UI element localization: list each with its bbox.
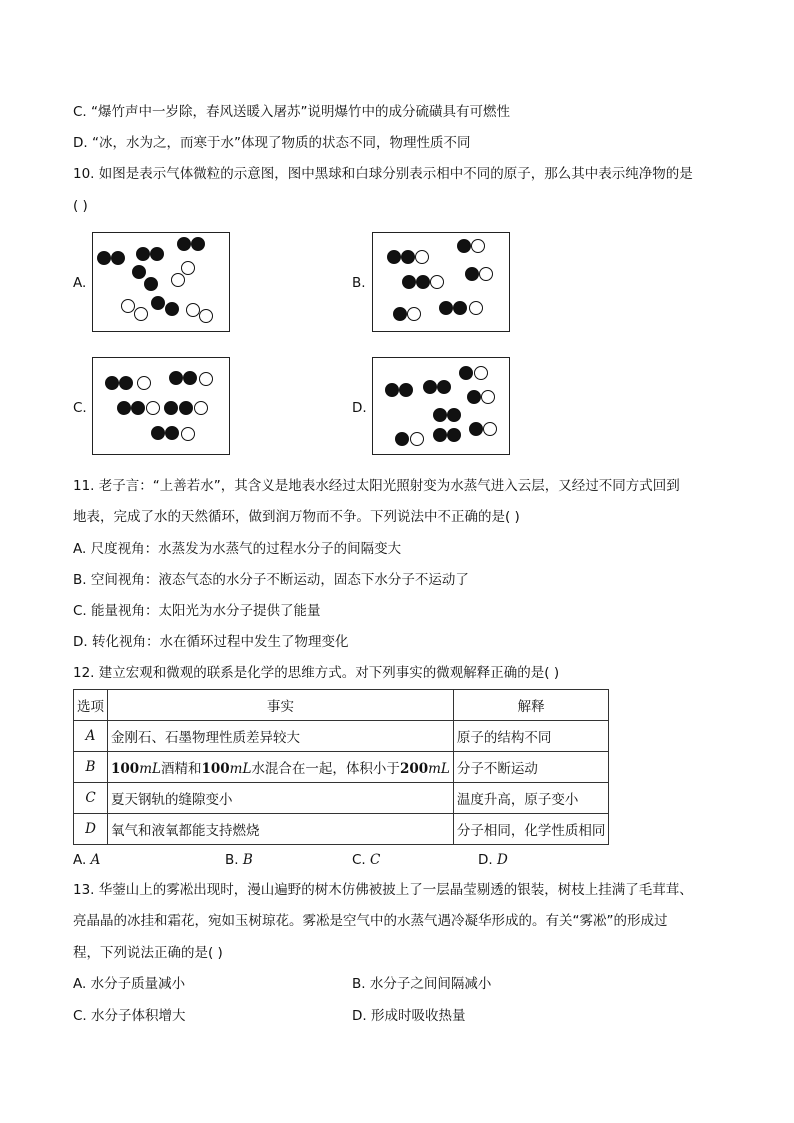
q10-label-d: D. [352, 400, 367, 416]
black-ball [399, 383, 413, 397]
black-ball [459, 366, 473, 380]
white-ball [410, 432, 424, 446]
white-ball [469, 301, 483, 315]
black-ball [467, 390, 481, 404]
row-option: A [74, 721, 108, 752]
row-explanation: 温度升高，原子变小 [453, 783, 609, 814]
black-ball [433, 408, 447, 422]
black-ball [401, 250, 415, 264]
question-12-stem: 12. 建立宏观和微观的联系是化学的思维方式。对下列事实的微观解释正确的是( ) [73, 665, 560, 681]
q10-label-b: B. [352, 275, 366, 291]
question-13-stem-1: 13. 华蓥山上的雾凇出现时，漫山遍野的树木仿佛被披上了一层晶莹剔透的银装，树枝上挂满了毛茸茸、 [73, 882, 693, 898]
fact-number: 100 [201, 761, 230, 777]
q12-facts-table [73, 689, 609, 845]
white-ball [471, 239, 485, 253]
row-fact: 夏天钢轨的缝隙变小 [108, 783, 454, 814]
black-ball [111, 251, 125, 265]
row-fact: 金刚石、石墨物理性质差异较大 [108, 721, 454, 752]
fact-text: 水混合在一起，体积小于 [251, 761, 400, 777]
q10-figure-b [372, 232, 510, 332]
black-ball [457, 239, 471, 253]
black-ball [395, 432, 409, 446]
white-ball [181, 261, 195, 275]
black-ball [169, 371, 183, 385]
black-ball [151, 426, 165, 440]
header-fact: 事实 [108, 690, 454, 721]
black-ball [144, 277, 158, 291]
q10-figure-a [92, 232, 230, 332]
white-ball [407, 307, 421, 321]
header-option: 选项 [74, 690, 108, 721]
black-ball [416, 275, 430, 289]
option-letter: D [496, 852, 508, 868]
fact-unit: mL [428, 761, 450, 777]
question-13-stem-3: 程，下列说法正确的是( ) [73, 945, 223, 961]
black-ball [132, 265, 146, 279]
white-ball [134, 307, 148, 321]
option-prefix: C. [352, 852, 366, 868]
white-ball [479, 267, 493, 281]
white-ball [430, 275, 444, 289]
question-13-stem-2: 亮晶晶的冰挂和霜花，宛如玉树琼花。雾凇是空气中的水蒸气遇冷凝华形成的。有关“雾凇”的形成过 [73, 913, 668, 929]
row-fact: 氧气和液氧都能支持燃烧 [108, 814, 454, 845]
black-ball [191, 237, 205, 251]
q10-figure-d [372, 357, 510, 455]
option-prefix: D. [478, 852, 493, 868]
header-explanation: 解释 [453, 690, 609, 721]
black-ball [393, 307, 407, 321]
question-13-option-a: A. 水分子质量减小 [73, 976, 186, 992]
row-explanation: 分子相同，化学性质相同 [453, 814, 609, 845]
black-ball [385, 383, 399, 397]
question-10-blank: ( ) [73, 198, 88, 214]
question-11-option-a: A. 尺度视角：水蒸发为水蒸气的过程水分子的间隔变大 [73, 541, 402, 557]
fact-unit: mL [139, 761, 161, 777]
white-ball [137, 376, 151, 390]
table-row [74, 783, 609, 814]
table-row [74, 721, 609, 752]
row-option: B [74, 752, 108, 783]
black-ball [150, 247, 164, 261]
question-13-option-d: D. 形成时吸收热量 [352, 1008, 466, 1024]
row-option: C [74, 783, 108, 814]
black-ball [179, 401, 193, 415]
white-ball [415, 250, 429, 264]
black-ball [433, 428, 447, 442]
black-ball [131, 401, 145, 415]
table-row [74, 814, 609, 845]
question-11-stem-2: 地表，完成了水的天然循环，做到润万物而不争。下列说法中不正确的是( ) [73, 509, 520, 525]
fact-number: 200 [399, 761, 429, 777]
option-letter: A [90, 852, 101, 868]
question-11-option-b: B. 空间视角：液态气态的水分子不断运动，固态下水分子不运动了 [73, 572, 469, 588]
q12-option-b [225, 850, 253, 870]
white-ball [481, 390, 495, 404]
white-ball [199, 309, 213, 323]
row-explanation: 分子不断运动 [453, 752, 609, 783]
black-ball [402, 275, 416, 289]
black-ball [465, 267, 479, 281]
black-ball [423, 380, 437, 394]
option-letter: B [242, 852, 253, 868]
table-header-row [74, 690, 609, 721]
row-option: D [74, 814, 108, 845]
white-ball [194, 401, 208, 415]
black-ball [387, 250, 401, 264]
question-11-stem-1: 11. 老子言：“上善若水”，其含义是地表水经过太阳光照射变为水蒸气进入云层，又经过不同方式回到 [73, 478, 680, 494]
option-prefix: B. [225, 852, 239, 868]
fact-text: 酒精和 [160, 761, 202, 777]
white-ball [186, 303, 200, 317]
black-ball [105, 376, 119, 390]
q10-figure-c [92, 357, 230, 455]
q10-label-a: A. [73, 275, 87, 291]
row-fact [108, 752, 454, 783]
white-ball [146, 401, 160, 415]
q12-option-c [352, 850, 380, 870]
black-ball [97, 251, 111, 265]
white-ball [474, 366, 488, 380]
white-ball [121, 299, 135, 313]
black-ball [177, 237, 191, 251]
black-ball [447, 428, 461, 442]
question-option-c: C. “爆竹声中一岁除，春风送暖入屠苏”说明爆竹中的成分硫磺具有可燃性 [73, 104, 510, 120]
option-prefix: A. [73, 852, 87, 868]
q12-option-a [73, 850, 100, 870]
question-10-stem: 10. 如图是表示气体微粒的示意图，图中黑球和白球分别表示相中不同的原子，那么其中表示纯净物的是 [73, 166, 693, 182]
question-option-d: D. “冰，水为之，而寒于水”体现了物质的状态不同，物理性质不同 [73, 135, 471, 151]
white-ball [171, 273, 185, 287]
black-ball [151, 296, 165, 310]
white-ball [199, 372, 213, 386]
fact-number: 100 [111, 761, 140, 777]
black-ball [119, 376, 133, 390]
q10-label-c: C. [73, 400, 87, 416]
black-ball [183, 371, 197, 385]
fact-unit: mL [229, 761, 252, 777]
black-ball [117, 401, 131, 415]
white-ball [181, 427, 195, 441]
table-row [74, 752, 609, 783]
black-ball [165, 302, 179, 316]
black-ball [447, 408, 461, 422]
black-ball [136, 247, 150, 261]
question-11-option-c: C. 能量视角：太阳光为水分子提供了能量 [73, 603, 321, 619]
question-11-option-d: D. 转化视角：水在循环过程中发生了物理变化 [73, 634, 349, 650]
option-letter: C [370, 852, 381, 868]
black-ball [453, 301, 467, 315]
black-ball [439, 301, 453, 315]
question-13-option-c: C. 水分子体积增大 [73, 1008, 186, 1024]
black-ball [165, 426, 179, 440]
row-explanation: 原子的结构不同 [453, 721, 609, 752]
white-ball [483, 422, 497, 436]
q12-option-d [478, 850, 508, 870]
black-ball [164, 401, 178, 415]
black-ball [469, 422, 483, 436]
black-ball [437, 380, 451, 394]
question-13-option-b: B. 水分子之间间隔减小 [352, 976, 492, 992]
